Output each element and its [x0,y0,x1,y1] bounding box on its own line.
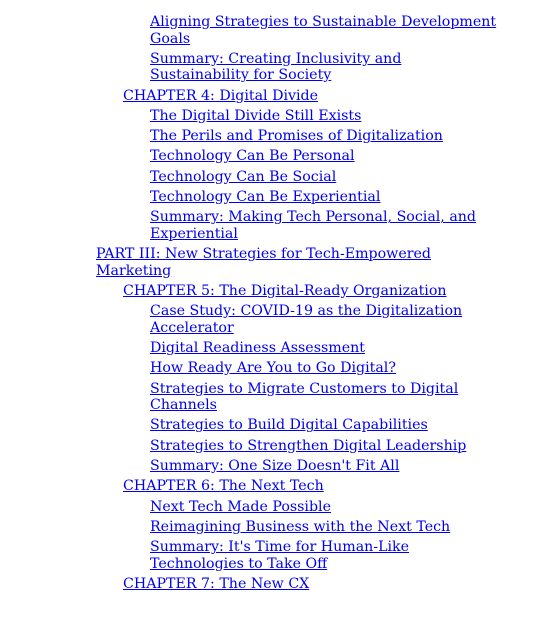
toc-link-summary-one-size[interactable]: Summary: One Size Doesn't Fit All [150,458,400,475]
toc-link-aligning-strategies-sdg[interactable]: Aligning Strategies to Sustainable Development Goals [150,14,497,47]
toc-link-perils-promises[interactable]: The Perils and Promises of Digitalization [150,128,443,145]
toc-link-readiness-assessment[interactable]: Digital Readiness Assessment [150,340,365,357]
toc-link-reimagining-business[interactable]: Reimagining Business with the Next Tech [150,518,451,535]
toc-link-summary-human-like[interactable]: Summary: It's Time for Human-Like Technologies to Take Off [150,539,410,572]
toc-link-chapter-7[interactable]: CHAPTER 7: The New CX [123,576,310,593]
toc-link-tech-experiential[interactable]: Technology Can Be Experiential [150,189,381,206]
toc-link-strengthen-leadership[interactable]: Strategies to Strengthen Digital Leadership [150,437,467,454]
toc-link-summary-tech-personal[interactable]: Summary: Making Tech Personal, Social, and Experiential [150,209,477,242]
toc-link-tech-personal[interactable]: Technology Can Be Personal [150,148,355,165]
toc-link-chapter-6[interactable]: CHAPTER 6: The Next Tech [123,478,324,495]
toc-link-part-3[interactable]: PART III: New Strategies for Tech-Empowered Marketing [96,246,431,279]
toc-link-chapter-4[interactable]: CHAPTER 4: Digital Divide [123,87,319,104]
table-of-contents [0,14,552,596]
toc-link-migrate-customers[interactable]: Strategies to Migrate Customers to Digital Channels [150,380,459,414]
toc-link-digital-divide-exists[interactable]: The Digital Divide Still Exists [150,107,362,124]
toc-link-summary-inclusivity[interactable]: Summary: Creating Inclusivity and Sustainability for Society [150,50,402,84]
toc-link-chapter-5[interactable]: CHAPTER 5: The Digital-Ready Organization [123,282,447,299]
toc-link-how-ready[interactable]: How Ready Are You to Go Digital? [150,360,396,377]
toc-link-next-tech-possible[interactable]: Next Tech Made Possible [150,498,331,515]
toc-link-tech-social[interactable]: Technology Can Be Social [150,168,337,185]
toc-link-case-study-covid[interactable]: Case Study: COVID-19 as the Digitalization Accelerator [150,303,463,336]
toc-link-build-capabilities[interactable]: Strategies to Build Digital Capabilities [150,417,428,434]
